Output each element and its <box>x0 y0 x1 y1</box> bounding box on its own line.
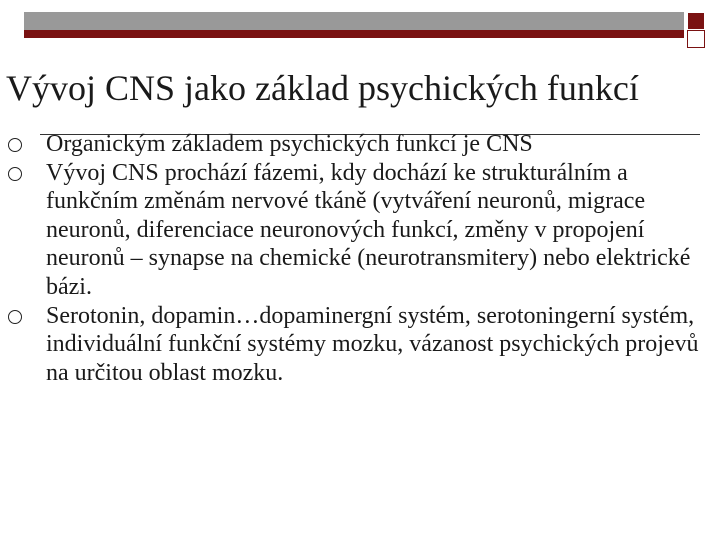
bullet-text: Vývoj CNS prochází fázemi, kdy dochází ke strukturálním a funkčním změnám nervové tkáně (vytváření neuronů, migrace neuronů, diferenciace neuronových funkcí, změny v propojení neuronů – synapse na chemické (neurotransmitery) nebo elektrické bázi. <box>46 159 691 300</box>
corner-square-dark <box>687 12 705 30</box>
bullet-text: Organickým základem psychických funkcí je CNS <box>46 131 533 157</box>
bullet-text: Serotonin, dopamin…dopaminergní systém, serotoningerní systém, individuální funkční systémy mozku, vázanost psychických projevů na určitou oblast mozku. <box>46 302 699 386</box>
hollow-circle-icon <box>8 138 22 152</box>
header-bar <box>24 12 684 38</box>
bullet-item <box>8 159 708 302</box>
bullet-list <box>8 130 708 387</box>
bullet-item <box>8 130 708 159</box>
corner-square-light <box>687 30 705 48</box>
slide-title: Vývoj CNS jako základ psychických funkcí <box>6 68 639 108</box>
hollow-circle-icon <box>8 167 22 181</box>
hollow-circle-icon <box>8 310 22 324</box>
bullet-item <box>8 302 708 388</box>
